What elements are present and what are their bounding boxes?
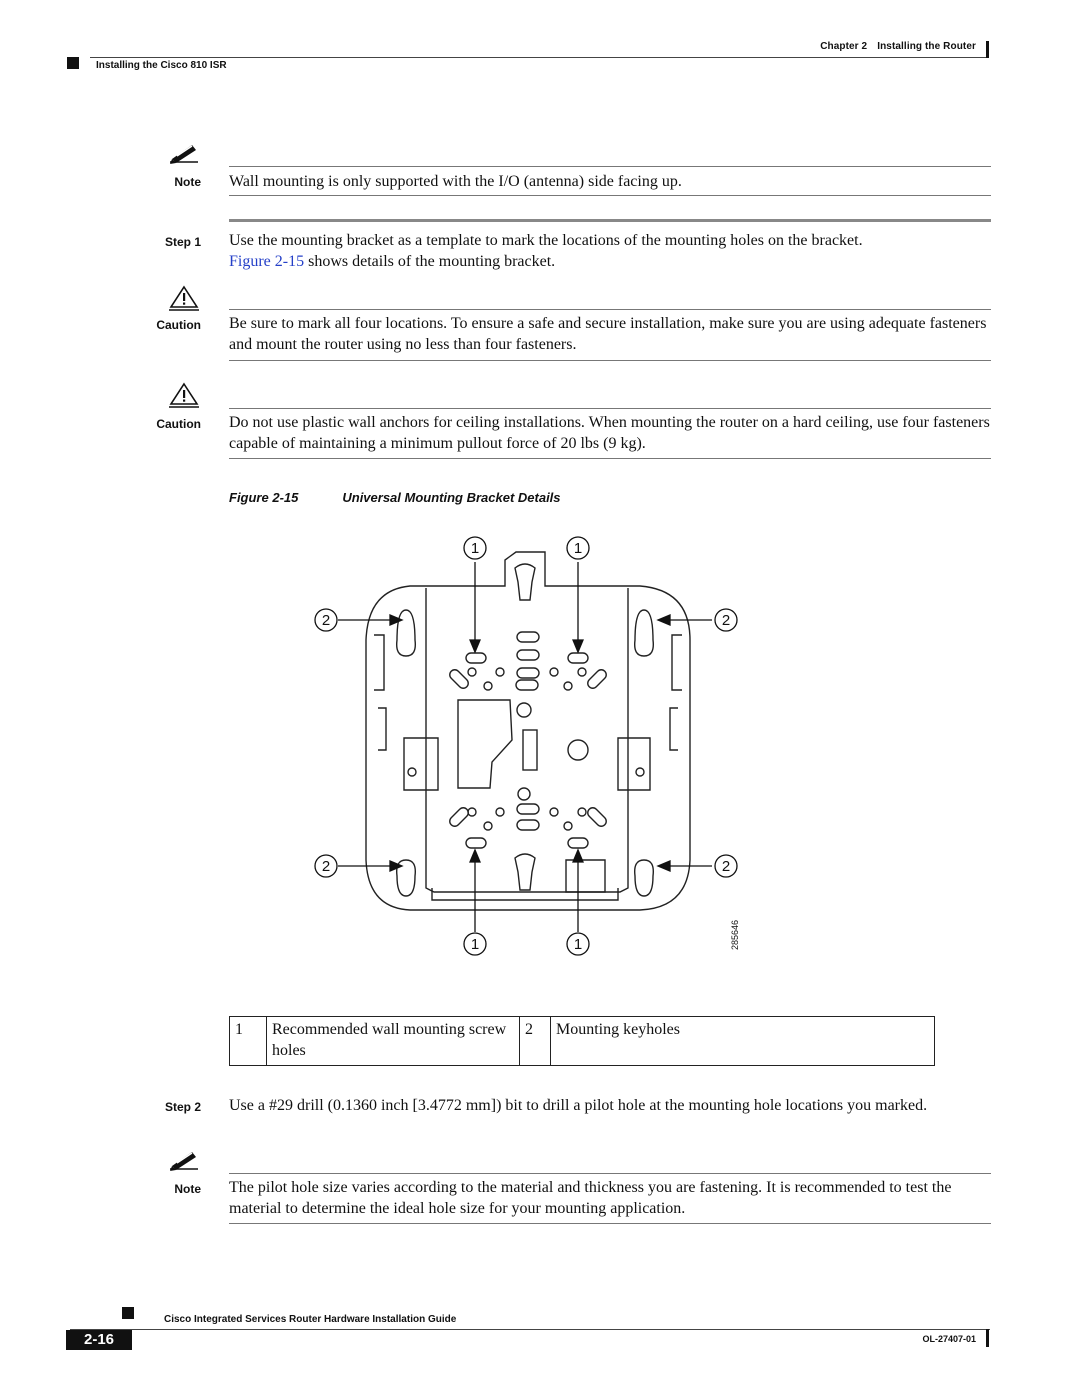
keyhole bbox=[397, 610, 416, 656]
footer-square bbox=[122, 1307, 134, 1319]
art-id: 285646 bbox=[730, 919, 740, 951]
figure-caption bbox=[229, 490, 561, 505]
running-header bbox=[810, 41, 976, 52]
figure-number: Figure 2-15 bbox=[229, 490, 299, 505]
chapter-number: Chapter 2 bbox=[820, 41, 868, 52]
doc-number: OL-27407-01 bbox=[922, 1334, 976, 1344]
caution2-text: Do not use plastic wall anchors for ceiling installations. When mounting the router on a hard ceiling, use four fasteners capable of maintaining a minimum pullout force of 20 lbs (9 kg). bbox=[229, 414, 990, 452]
caution2-rule-bottom bbox=[229, 458, 991, 459]
footer-rule bbox=[70, 1329, 990, 1330]
note-label: Note bbox=[174, 175, 201, 189]
caution2-rule-top bbox=[229, 408, 991, 409]
note-rule-top bbox=[229, 166, 991, 167]
step1-line2-rest: shows details of the mounting bracket. bbox=[304, 253, 556, 270]
note-pencil-icon bbox=[168, 1148, 200, 1177]
caution1-label: Caution bbox=[156, 318, 201, 332]
step1-label: Step 1 bbox=[164, 235, 201, 249]
legend-desc: Recommended wall mounting screw holes bbox=[267, 1017, 520, 1066]
chapter-title: Installing the Router bbox=[877, 41, 976, 52]
callout-label: 2 bbox=[321, 612, 331, 629]
legend-desc: Mounting keyholes bbox=[551, 1017, 935, 1066]
caution1-text: Be sure to mark all four locations. To ensure a safe and secure installation, make sure you are using adequate fasteners and mount the router using no less than four fasteners. bbox=[229, 315, 987, 353]
step1-line2 bbox=[229, 251, 991, 272]
footer-guide-title: Cisco Integrated Services Router Hardware Installation Guide bbox=[164, 1314, 457, 1325]
note2-rule-bottom bbox=[229, 1223, 991, 1224]
caution1-rule-top bbox=[229, 309, 991, 310]
figure-xref-link[interactable]: Figure 2-15 bbox=[229, 253, 305, 270]
header-rule bbox=[90, 57, 989, 58]
page-number: 2-16 bbox=[66, 1330, 132, 1350]
keyhole bbox=[635, 860, 654, 896]
callout-label: 1 bbox=[470, 936, 480, 953]
callout-label: 1 bbox=[470, 540, 480, 557]
step1-line1: Use the mounting bracket as a template to mark the locations of the mounting holes on the bracket. bbox=[229, 232, 863, 249]
note-text: Wall mounting is only supported with the I/O (antenna) side facing up. bbox=[229, 173, 682, 190]
step1-text bbox=[229, 230, 991, 272]
step2-label: Step 2 bbox=[164, 1100, 201, 1114]
callout-label: 1 bbox=[573, 540, 583, 557]
bracket-outline bbox=[366, 552, 690, 910]
callout-label: 2 bbox=[721, 858, 731, 875]
figure-title: Universal Mounting Bracket Details bbox=[342, 490, 561, 505]
caution2-label: Caution bbox=[156, 417, 201, 431]
note2-text: The pilot hole size varies according to the material and thickness you are fastening. It is recommended to test the material to determine the ideal hole size for your mounting application. bbox=[229, 1179, 952, 1217]
header-square bbox=[67, 57, 79, 69]
footer-bar bbox=[986, 1329, 989, 1347]
table-row bbox=[230, 1017, 935, 1066]
callout-label: 1 bbox=[573, 936, 583, 953]
section-title: Installing the Cisco 810 ISR bbox=[96, 60, 227, 71]
step2-text: Use a #29 drill (0.1360 inch [3.4772 mm]) bit to drill a pilot hole at the mounting hole locations you marked. bbox=[229, 1097, 928, 1114]
caution1-rule-bottom bbox=[229, 360, 991, 361]
note-rule-bottom bbox=[229, 195, 991, 196]
step-rule bbox=[229, 219, 991, 222]
legend-num: 1 bbox=[230, 1017, 267, 1066]
note2-rule-top bbox=[229, 1173, 991, 1174]
note-pencil-icon bbox=[168, 141, 200, 170]
keyhole bbox=[635, 610, 654, 656]
caution-warning-icon bbox=[168, 285, 200, 316]
legend-num: 2 bbox=[520, 1017, 551, 1066]
caution-warning-icon bbox=[168, 382, 200, 413]
callout-label: 2 bbox=[721, 612, 731, 629]
callout-label: 2 bbox=[321, 858, 331, 875]
note2-label: Note bbox=[174, 1182, 201, 1196]
mounting-bracket-diagram bbox=[300, 530, 770, 980]
header-bar bbox=[986, 41, 989, 58]
figure-legend-table bbox=[229, 1016, 935, 1066]
